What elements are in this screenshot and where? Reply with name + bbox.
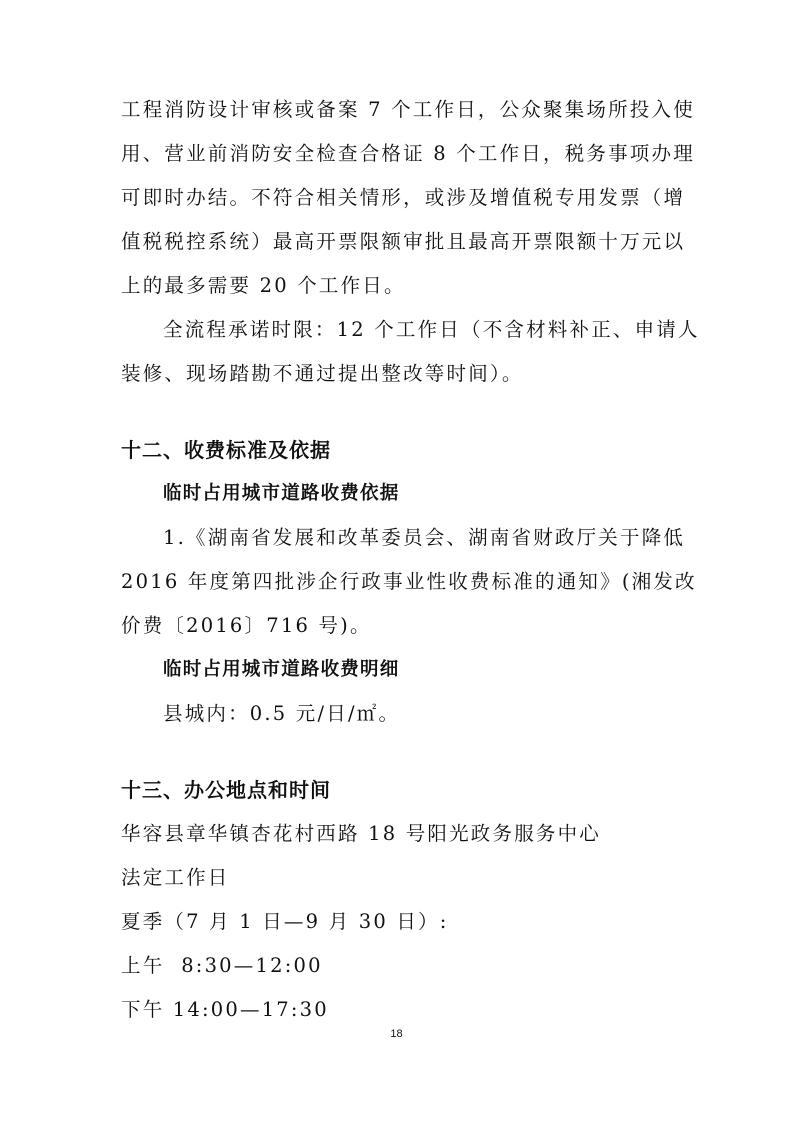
basis-line: 价费〔2016〕716 号)。 <box>121 614 372 637</box>
basis-line: 1.《湖南省发展和改革委员会、湖南省财政厅关于降低 <box>163 526 686 549</box>
paragraph-line: 工程消防设计审核或备案 7 个工作日，公众聚集场所投入使 <box>121 98 695 121</box>
fee-detail-line: 县城内：0.5 元/日/㎡。 <box>163 702 401 725</box>
paragraph-line: 值税税控系统）最高开票限额审批且最高开票限额十万元以 <box>121 230 686 253</box>
page-number: 18 <box>390 1028 403 1040</box>
promise-line: 全流程承诺时限：12 个工作日（不含材料补正、申请人 <box>163 318 700 341</box>
promise-line: 装修、现场踏勘不通过提出整改等时间）。 <box>121 362 524 385</box>
subsection-title: 临时占用城市道路收费明细 <box>163 659 400 680</box>
workday-label: 法定工作日 <box>121 866 230 889</box>
summer-period: 夏季（7 月 1 日—9 月 30 日）: <box>121 910 449 933</box>
morning-hours: 上午 8:30—12:00 <box>121 954 323 977</box>
subsection-title: 临时占用城市道路收费依据 <box>163 483 400 504</box>
section-heading: 十二、收费标准及依据 <box>121 438 331 462</box>
paragraph-line: 上的最多需要 20 个工作日。 <box>121 274 406 297</box>
paragraph-line: 可即时办结。不符合相关情形，或涉及增值税专用发票（增 <box>121 186 686 209</box>
address-line: 华容县章华镇杏花村西路 18 号阳光政务服务中心 <box>121 822 602 845</box>
basis-line: 2016 年度第四批涉企行政事业性收费标准的通知》(湘发改 <box>121 570 697 593</box>
section-heading: 十三、办公地点和时间 <box>121 778 331 802</box>
paragraph-line: 用、营业前消防安全检查合格证 8 个工作日，税务事项办理 <box>121 142 695 165</box>
afternoon-hours: 下午 14:00—17:30 <box>121 998 329 1021</box>
